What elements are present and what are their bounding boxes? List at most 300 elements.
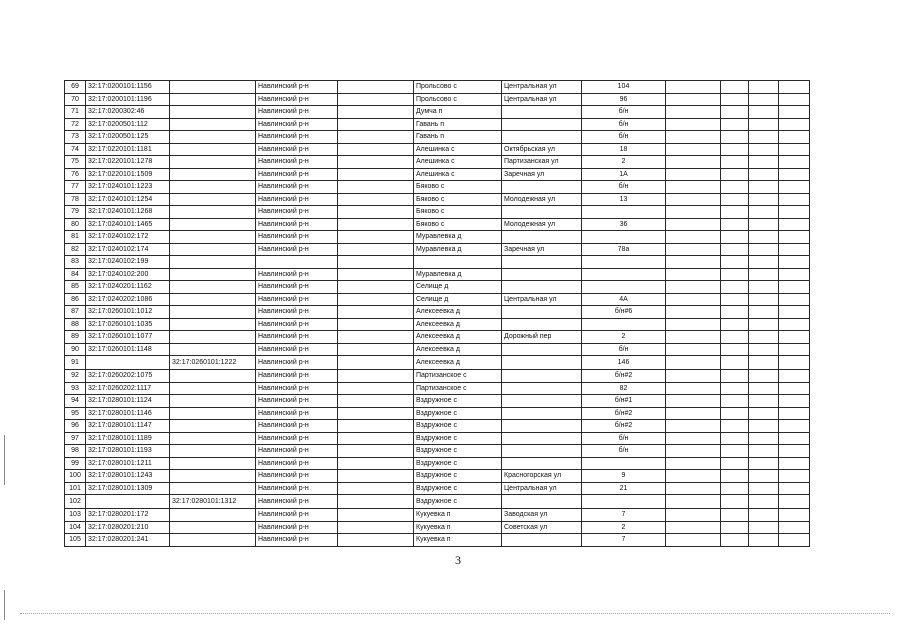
- row-number-cell: 89: [65, 331, 86, 344]
- table-row: [65, 106, 810, 119]
- cadastral-number-alt-cell: [170, 306, 256, 319]
- table-row: [65, 407, 810, 420]
- empty-cell: [749, 206, 779, 219]
- empty-cell: [338, 156, 414, 169]
- house-number-cell: б/н: [582, 131, 666, 144]
- street-cell: [502, 445, 582, 458]
- street-cell: Молодежная ул: [502, 193, 582, 206]
- house-number-cell: 2: [582, 156, 666, 169]
- table-row: [65, 93, 810, 106]
- row-number-cell: 101: [65, 482, 86, 495]
- empty-cell: [666, 181, 721, 194]
- street-cell: [502, 495, 582, 509]
- empty-cell: [666, 470, 721, 483]
- settlement-cell: Вздружное с: [414, 395, 502, 408]
- house-number-cell: б/н: [582, 118, 666, 131]
- empty-cell: [338, 534, 414, 547]
- cadastral-number-alt-cell: [170, 206, 256, 219]
- empty-cell: [666, 370, 721, 383]
- settlement-cell: Алексеевка д: [414, 306, 502, 319]
- settlement-cell: [414, 256, 502, 269]
- cadastral-number-cell: 32:17:0280101:1309: [86, 482, 170, 495]
- table-row: [65, 509, 810, 522]
- empty-cell: [749, 93, 779, 106]
- cadastral-number-cell: 32:17:0240101:1465: [86, 218, 170, 231]
- settlement-cell: Вздружное с: [414, 482, 502, 495]
- settlement-cell: Муравлевка д: [414, 268, 502, 281]
- empty-cell: [749, 143, 779, 156]
- district-cell: Навлинский р-н: [256, 318, 338, 331]
- empty-cell: [721, 356, 749, 370]
- empty-cell: [779, 343, 810, 356]
- cadastral-number-cell: 32:17:0240201:1162: [86, 281, 170, 294]
- house-number-cell: 18: [582, 143, 666, 156]
- empty-cell: [666, 281, 721, 294]
- cadastral-number-cell: [86, 495, 170, 509]
- empty-cell: [721, 382, 749, 395]
- empty-cell: [749, 331, 779, 344]
- settlement-cell: Алешинка с: [414, 168, 502, 181]
- left-margin-mark: [4, 590, 5, 620]
- cadastral-number-alt-cell: [170, 81, 256, 94]
- row-number-cell: 88: [65, 318, 86, 331]
- empty-cell: [749, 106, 779, 119]
- empty-cell: [779, 268, 810, 281]
- table-row: [65, 256, 810, 269]
- house-number-cell: 13: [582, 193, 666, 206]
- cadastral-number-cell: 32:17:0260101:1012: [86, 306, 170, 319]
- empty-cell: [721, 407, 749, 420]
- empty-cell: [779, 118, 810, 131]
- empty-cell: [666, 331, 721, 344]
- row-number-cell: 93: [65, 382, 86, 395]
- empty-cell: [666, 118, 721, 131]
- empty-cell: [749, 293, 779, 306]
- settlement-cell: Кукуевка п: [414, 534, 502, 547]
- street-cell: Молодежная ул: [502, 218, 582, 231]
- empty-cell: [338, 343, 414, 356]
- cadastral-number-alt-cell: [170, 370, 256, 383]
- empty-cell: [749, 395, 779, 408]
- empty-cell: [749, 482, 779, 495]
- district-cell: Навлинский р-н: [256, 81, 338, 94]
- row-number-cell: 83: [65, 256, 86, 269]
- empty-cell: [721, 81, 749, 94]
- cadastral-number-alt-cell: [170, 106, 256, 119]
- house-number-cell: 7: [582, 509, 666, 522]
- empty-cell: [721, 293, 749, 306]
- cadastral-number-alt-cell: [170, 281, 256, 294]
- settlement-cell: Бяково с: [414, 218, 502, 231]
- table-row: [65, 81, 810, 94]
- row-number-cell: 81: [65, 231, 86, 244]
- row-number-cell: 102: [65, 495, 86, 509]
- cadastral-number-cell: 32:17:0280201:241: [86, 534, 170, 547]
- district-cell: Навлинский р-н: [256, 118, 338, 131]
- empty-cell: [338, 420, 414, 433]
- table-row: [65, 143, 810, 156]
- street-cell: [502, 118, 582, 131]
- cadastral-number-cell: 32:17:0280101:1124: [86, 395, 170, 408]
- empty-cell: [666, 509, 721, 522]
- row-number-cell: 98: [65, 445, 86, 458]
- table-row: [65, 420, 810, 433]
- row-number-cell: 84: [65, 268, 86, 281]
- empty-cell: [338, 81, 414, 94]
- cadastral-number-alt-cell: [170, 156, 256, 169]
- street-cell: [502, 534, 582, 547]
- table-row: [65, 521, 810, 534]
- table-row: [65, 218, 810, 231]
- house-number-cell: 1А: [582, 168, 666, 181]
- empty-cell: [749, 407, 779, 420]
- empty-cell: [721, 281, 749, 294]
- street-cell: [502, 318, 582, 331]
- cadastral-number-alt-cell: [170, 395, 256, 408]
- table-row: [65, 231, 810, 244]
- empty-cell: [749, 445, 779, 458]
- empty-cell: [666, 395, 721, 408]
- district-cell: Навлинский р-н: [256, 168, 338, 181]
- row-number-cell: 90: [65, 343, 86, 356]
- table-row: [65, 331, 810, 344]
- empty-cell: [338, 193, 414, 206]
- cadastral-number-cell: 32:17:0200101:1156: [86, 81, 170, 94]
- cadastral-number-alt-cell: [170, 118, 256, 131]
- empty-cell: [749, 509, 779, 522]
- row-number-cell: 82: [65, 243, 86, 256]
- cadastral-number-cell: 32:17:0280101:1211: [86, 457, 170, 470]
- empty-cell: [721, 156, 749, 169]
- district-cell: Навлинский р-н: [256, 407, 338, 420]
- house-number-cell: [582, 318, 666, 331]
- row-number-cell: 87: [65, 306, 86, 319]
- empty-cell: [338, 118, 414, 131]
- empty-cell: [721, 521, 749, 534]
- empty-cell: [666, 206, 721, 219]
- row-number-cell: 94: [65, 395, 86, 408]
- empty-cell: [338, 470, 414, 483]
- empty-cell: [749, 256, 779, 269]
- cadastral-number-alt-cell: [170, 93, 256, 106]
- empty-cell: [666, 168, 721, 181]
- street-cell: [502, 382, 582, 395]
- empty-cell: [749, 156, 779, 169]
- empty-cell: [749, 306, 779, 319]
- district-cell: Навлинский р-н: [256, 231, 338, 244]
- empty-cell: [721, 143, 749, 156]
- empty-cell: [338, 231, 414, 244]
- cadastral-number-cell: 32:17:0280101:1189: [86, 432, 170, 445]
- empty-cell: [721, 495, 749, 509]
- table-row: [65, 445, 810, 458]
- settlement-cell: Алексеевка д: [414, 331, 502, 344]
- row-number-cell: 86: [65, 293, 86, 306]
- district-cell: Навлинский р-н: [256, 281, 338, 294]
- property-table: [64, 80, 810, 547]
- settlement-cell: Алешинка с: [414, 143, 502, 156]
- empty-cell: [338, 93, 414, 106]
- table-row: [65, 534, 810, 547]
- district-cell: Навлинский р-н: [256, 243, 338, 256]
- house-number-cell: 21: [582, 482, 666, 495]
- street-cell: [502, 432, 582, 445]
- district-cell: Навлинский р-н: [256, 293, 338, 306]
- cadastral-number-cell: 32:17:0280101:1146: [86, 407, 170, 420]
- district-cell: Навлинский р-н: [256, 395, 338, 408]
- empty-cell: [749, 457, 779, 470]
- house-number-cell: 4А: [582, 293, 666, 306]
- empty-cell: [721, 256, 749, 269]
- district-cell: Навлинский р-н: [256, 193, 338, 206]
- cadastral-number-cell: 32:17:0200302:46: [86, 106, 170, 119]
- cadastral-number-alt-cell: [170, 407, 256, 420]
- house-number-cell: 2: [582, 331, 666, 344]
- empty-cell: [338, 106, 414, 119]
- cadastral-number-cell: 32:17:0280101:1243: [86, 470, 170, 483]
- table-row: [65, 118, 810, 131]
- row-number-cell: 105: [65, 534, 86, 547]
- empty-cell: [721, 318, 749, 331]
- cadastral-number-cell: 32:17:0240102:199: [86, 256, 170, 269]
- row-number-cell: 99: [65, 457, 86, 470]
- house-number-cell: б/н: [582, 445, 666, 458]
- district-cell: Навлинский р-н: [256, 181, 338, 194]
- cadastral-number-cell: 32:17:0240101:1223: [86, 181, 170, 194]
- cadastral-number-cell: 32:17:0240101:1268: [86, 206, 170, 219]
- row-number-cell: 97: [65, 432, 86, 445]
- empty-cell: [779, 206, 810, 219]
- empty-cell: [338, 495, 414, 509]
- empty-cell: [721, 118, 749, 131]
- empty-cell: [338, 281, 414, 294]
- empty-cell: [779, 181, 810, 194]
- cadastral-number-alt-cell: [170, 470, 256, 483]
- cadastral-number-alt-cell: [170, 457, 256, 470]
- empty-cell: [749, 131, 779, 144]
- house-number-cell: б/н#2: [582, 420, 666, 433]
- settlement-cell: Бяково с: [414, 193, 502, 206]
- house-number-cell: 2: [582, 521, 666, 534]
- district-cell: Навлинский р-н: [256, 509, 338, 522]
- cadastral-number-cell: 32:17:0240202:1086: [86, 293, 170, 306]
- district-cell: Навлинский р-н: [256, 143, 338, 156]
- house-number-cell: 82: [582, 382, 666, 395]
- empty-cell: [749, 370, 779, 383]
- cadastral-number-cell: 32:17:0260101:1077: [86, 331, 170, 344]
- district-cell: Навлинский р-н: [256, 482, 338, 495]
- district-cell: Навлинский р-н: [256, 457, 338, 470]
- empty-cell: [779, 457, 810, 470]
- district-cell: Навлинский р-н: [256, 206, 338, 219]
- district-cell: Навлинский р-н: [256, 470, 338, 483]
- empty-cell: [666, 106, 721, 119]
- empty-cell: [779, 445, 810, 458]
- cadastral-number-alt-cell: [170, 432, 256, 445]
- empty-cell: [779, 256, 810, 269]
- empty-cell: [338, 457, 414, 470]
- row-number-cell: 104: [65, 521, 86, 534]
- house-number-cell: б/н#2: [582, 407, 666, 420]
- cadastral-number-alt-cell: [170, 445, 256, 458]
- empty-cell: [721, 206, 749, 219]
- property-table-container: [64, 80, 810, 547]
- table-row: [65, 243, 810, 256]
- cadastral-number-cell: 32:17:0200501:125: [86, 131, 170, 144]
- cadastral-number-cell: 32:17:0200501:112: [86, 118, 170, 131]
- empty-cell: [779, 306, 810, 319]
- empty-cell: [338, 331, 414, 344]
- empty-cell: [779, 407, 810, 420]
- table-body: [65, 81, 810, 547]
- district-cell: Навлинский р-н: [256, 445, 338, 458]
- row-number-cell: 73: [65, 131, 86, 144]
- empty-cell: [721, 168, 749, 181]
- district-cell: Навлинский р-н: [256, 495, 338, 509]
- cadastral-number-alt-cell: [170, 243, 256, 256]
- empty-cell: [749, 231, 779, 244]
- cadastral-number-alt-cell: 32:17:0260101:1222: [170, 356, 256, 370]
- settlement-cell: Кукуевка п: [414, 509, 502, 522]
- cadastral-number-cell: 32:17:0280201:172: [86, 509, 170, 522]
- cadastral-number-cell: 32:17:0240101:1254: [86, 193, 170, 206]
- empty-cell: [338, 168, 414, 181]
- empty-cell: [721, 509, 749, 522]
- cadastral-number-alt-cell: [170, 343, 256, 356]
- empty-cell: [779, 382, 810, 395]
- cadastral-number-alt-cell: [170, 420, 256, 433]
- settlement-cell: Бяково с: [414, 181, 502, 194]
- empty-cell: [338, 482, 414, 495]
- district-cell: Навлинский р-н: [256, 420, 338, 433]
- row-number-cell: 71: [65, 106, 86, 119]
- empty-cell: [666, 256, 721, 269]
- cadastral-number-cell: 32:17:0260101:1148: [86, 343, 170, 356]
- empty-cell: [338, 509, 414, 522]
- empty-cell: [749, 470, 779, 483]
- table-row: [65, 343, 810, 356]
- street-cell: Советская ул: [502, 521, 582, 534]
- row-number-cell: 76: [65, 168, 86, 181]
- street-cell: Центральная ул: [502, 93, 582, 106]
- cadastral-number-cell: 32:17:0240102:172: [86, 231, 170, 244]
- empty-cell: [721, 445, 749, 458]
- table-row: [65, 382, 810, 395]
- table-row: [65, 181, 810, 194]
- empty-cell: [721, 268, 749, 281]
- empty-cell: [666, 306, 721, 319]
- house-number-cell: [582, 231, 666, 244]
- empty-cell: [666, 407, 721, 420]
- empty-cell: [666, 432, 721, 445]
- empty-cell: [779, 143, 810, 156]
- empty-cell: [721, 331, 749, 344]
- empty-cell: [749, 118, 779, 131]
- cadastral-number-alt-cell: [170, 268, 256, 281]
- district-cell: Навлинский р-н: [256, 382, 338, 395]
- empty-cell: [779, 193, 810, 206]
- empty-cell: [666, 218, 721, 231]
- street-cell: [502, 407, 582, 420]
- settlement-cell: Прольсово с: [414, 81, 502, 94]
- house-number-cell: 146: [582, 356, 666, 370]
- empty-cell: [721, 193, 749, 206]
- empty-cell: [721, 231, 749, 244]
- street-cell: Центральная ул: [502, 482, 582, 495]
- district-cell: Навлинский р-н: [256, 306, 338, 319]
- empty-cell: [338, 268, 414, 281]
- house-number-cell: б/н#1: [582, 395, 666, 408]
- empty-cell: [666, 268, 721, 281]
- cadastral-number-alt-cell: [170, 382, 256, 395]
- district-cell: [256, 256, 338, 269]
- cadastral-number-cell: 32:17:0240102:174: [86, 243, 170, 256]
- cadastral-number-alt-cell: [170, 509, 256, 522]
- cadastral-number-cell: 32:17:0260101:1035: [86, 318, 170, 331]
- empty-cell: [666, 81, 721, 94]
- empty-cell: [721, 243, 749, 256]
- row-number-cell: 78: [65, 193, 86, 206]
- cadastral-number-cell: [86, 356, 170, 370]
- house-number-cell: 96: [582, 93, 666, 106]
- empty-cell: [338, 206, 414, 219]
- street-cell: [502, 231, 582, 244]
- empty-cell: [721, 457, 749, 470]
- table-row: [65, 356, 810, 370]
- street-cell: Партизанская ул: [502, 156, 582, 169]
- scan-artifact-line: [20, 613, 890, 614]
- table-row: [65, 281, 810, 294]
- empty-cell: [749, 534, 779, 547]
- empty-cell: [338, 407, 414, 420]
- empty-cell: [749, 495, 779, 509]
- empty-cell: [749, 343, 779, 356]
- empty-cell: [779, 432, 810, 445]
- empty-cell: [666, 382, 721, 395]
- house-number-cell: [582, 281, 666, 294]
- house-number-cell: б/н: [582, 432, 666, 445]
- row-number-cell: 92: [65, 370, 86, 383]
- settlement-cell: Вздружное с: [414, 432, 502, 445]
- house-number-cell: 9: [582, 470, 666, 483]
- empty-cell: [338, 131, 414, 144]
- cadastral-number-cell: 32:17:0260202:1075: [86, 370, 170, 383]
- empty-cell: [666, 231, 721, 244]
- settlement-cell: Вздружное с: [414, 495, 502, 509]
- empty-cell: [779, 370, 810, 383]
- empty-cell: [338, 181, 414, 194]
- row-number-cell: 96: [65, 420, 86, 433]
- empty-cell: [338, 243, 414, 256]
- empty-cell: [338, 318, 414, 331]
- empty-cell: [721, 343, 749, 356]
- empty-cell: [779, 356, 810, 370]
- empty-cell: [749, 218, 779, 231]
- cadastral-number-cell: 32:17:0280201:210: [86, 521, 170, 534]
- street-cell: [502, 420, 582, 433]
- street-cell: Октябрьская ул: [502, 143, 582, 156]
- left-margin-mark: [4, 435, 5, 485]
- street-cell: [502, 131, 582, 144]
- district-cell: Навлинский р-н: [256, 432, 338, 445]
- empty-cell: [779, 470, 810, 483]
- empty-cell: [666, 93, 721, 106]
- settlement-cell: Алексеевка д: [414, 318, 502, 331]
- cadastral-number-alt-cell: [170, 293, 256, 306]
- row-number-cell: 100: [65, 470, 86, 483]
- empty-cell: [338, 432, 414, 445]
- settlement-cell: Прольсово с: [414, 93, 502, 106]
